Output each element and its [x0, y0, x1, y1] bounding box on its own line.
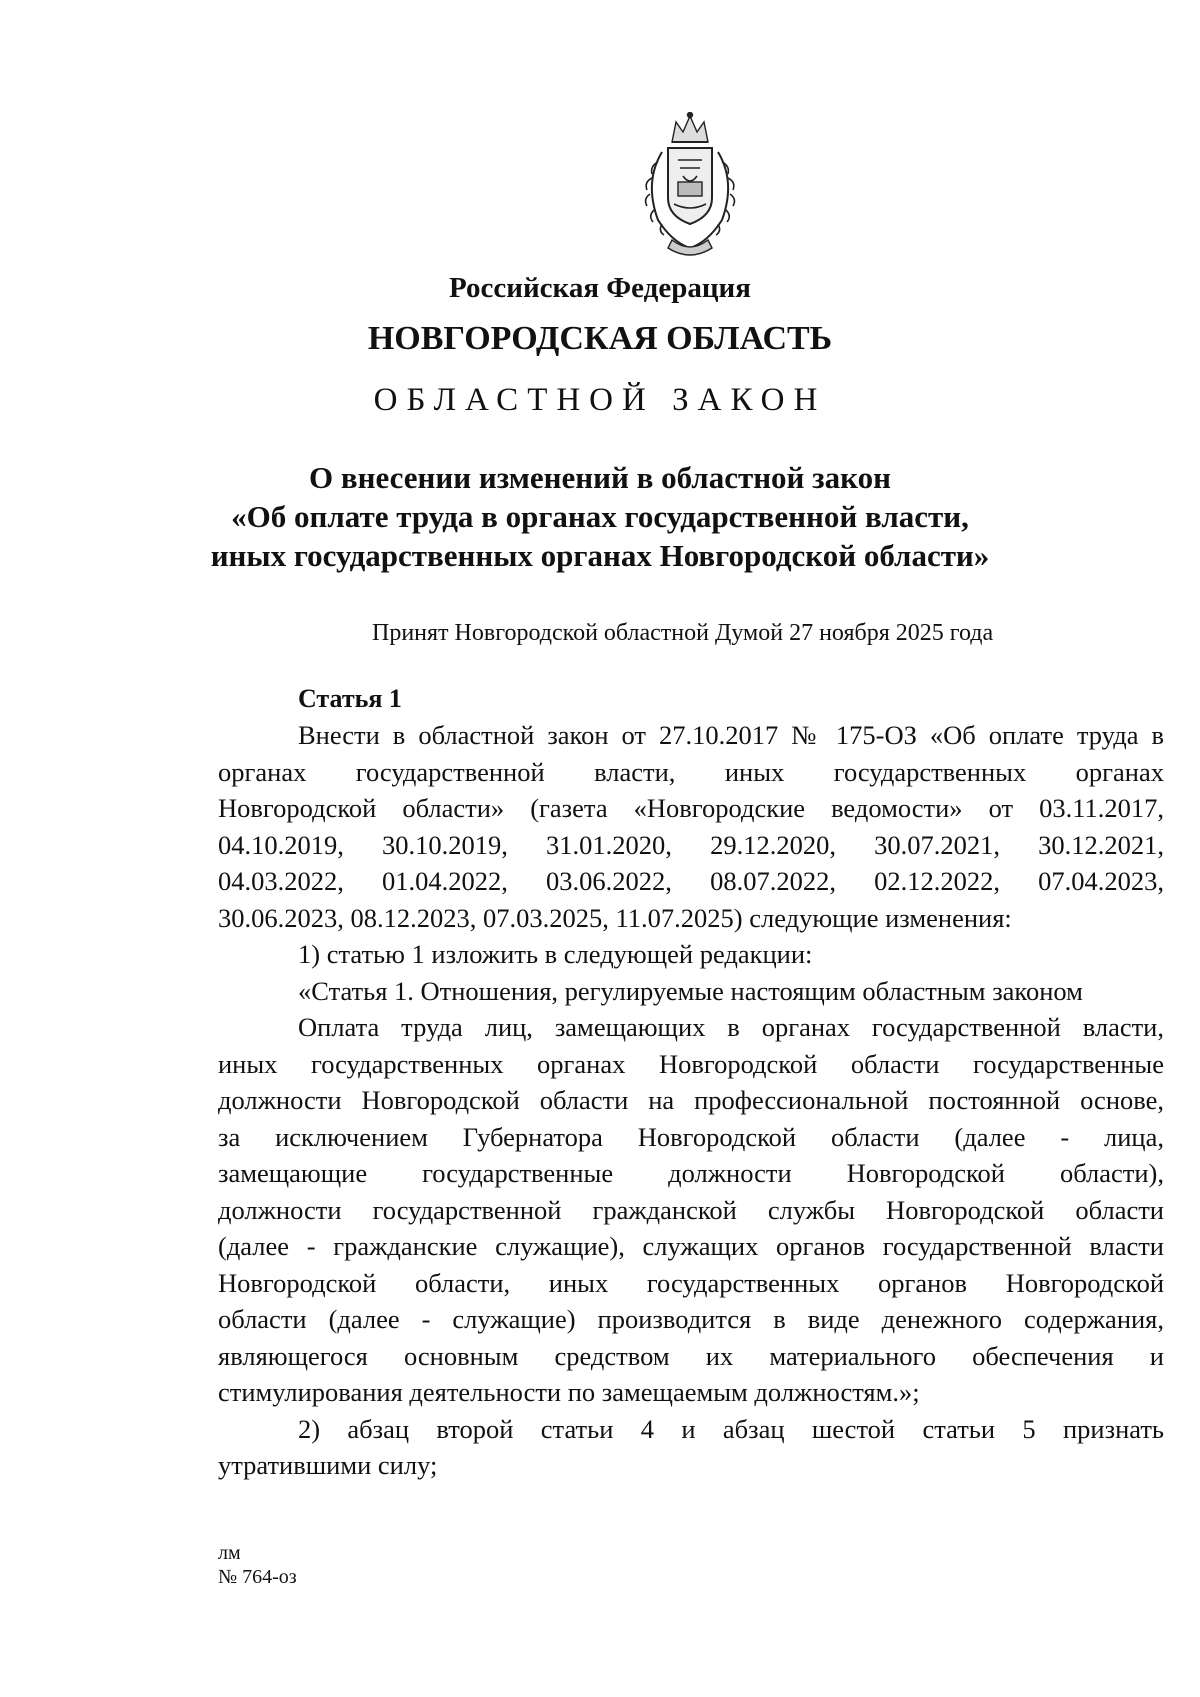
body-line: являющегося основным средством их материального обеспечения и [218, 1340, 1164, 1371]
law-title-line: О внесении изменений в областной закон [309, 460, 891, 495]
body-line: стимулирования деятельности по замещаемым должностям.»; [218, 1377, 920, 1407]
adoption-note: Принят Новгородской областной Думой 27 ноября 2025 года [372, 620, 994, 646]
law-title-line: «Об оплате труда в органах государственной власти, [231, 499, 969, 534]
article-body [218, 717, 1164, 1484]
body-line: должности Новгородской области на профессиональной постоянной основе, [218, 1085, 1164, 1115]
initials-mark: лм [218, 1542, 241, 1564]
body-line: утратившими силу; [218, 1450, 438, 1480]
body-line: 1) статью 1 изложить в следующей редакции: [298, 939, 813, 969]
body-line: Новгородской области, иных государственных органов Новгородской [218, 1267, 1164, 1298]
body-line: 2) абзац второй статьи 4 и абзац шестой статьи 5 признать [298, 1413, 1164, 1444]
body-line: за исключением Губернатора Новгородской области (далее - лица, [218, 1121, 1164, 1152]
article-heading: Статья 1 [298, 684, 402, 713]
body-line: иных государственных органах Новгородской области государственные [218, 1048, 1164, 1079]
document-number: № 764-оз [218, 1566, 297, 1588]
body-line: органах государственной власти, иных государственных органах [218, 756, 1164, 787]
coat-of-arms-icon [628, 112, 752, 262]
document-footer [218, 1541, 297, 1589]
law-type: ОБЛАСТНОЙ ЗАКОН [373, 382, 827, 418]
body-line: «Статья 1. Отношения, регулируемые настоящим областным законом [298, 975, 1083, 1006]
law-title-line: иных государственных органах Новгородской области» [210, 538, 990, 573]
body-line: области (далее - служащие) производится в виде денежного содержания, [218, 1304, 1164, 1334]
body-line: должности государственной гражданской службы Новгородской области [218, 1194, 1164, 1225]
body-line: 30.06.2023, 08.12.2023, 07.03.2025, 11.07.2025) следующие изменения: [218, 902, 1012, 933]
federation-name: Российская Федерация [449, 272, 751, 304]
body-line: замещающие государственные должности Новгородской области), [218, 1158, 1164, 1188]
body-line: Внести в областной закон от 27.10.2017 № 175-ОЗ «Об оплате труда в [298, 720, 1164, 750]
body-line: 04.10.2019, 30.10.2019, 31.01.2020, 29.12.2020, 30.07.2021, 30.12.2021, [218, 829, 1164, 860]
body-line: 04.03.2022, 01.04.2022, 03.06.2022, 08.07.2022, 02.12.2022, 07.04.2023, [218, 866, 1164, 896]
region-name: НОВГОРОДСКАЯ ОБЛАСТЬ [367, 320, 833, 357]
law-title [0, 458, 1200, 575]
body-line: Оплата труда лиц, замещающих в органах государственной власти, [298, 1012, 1164, 1042]
body-line: Новгородской области» (газета «Новгородские ведомости» от 03.11.2017, [218, 793, 1164, 823]
body-line: (далее - гражданские служащие), служащих органов государственной власти [218, 1231, 1164, 1261]
